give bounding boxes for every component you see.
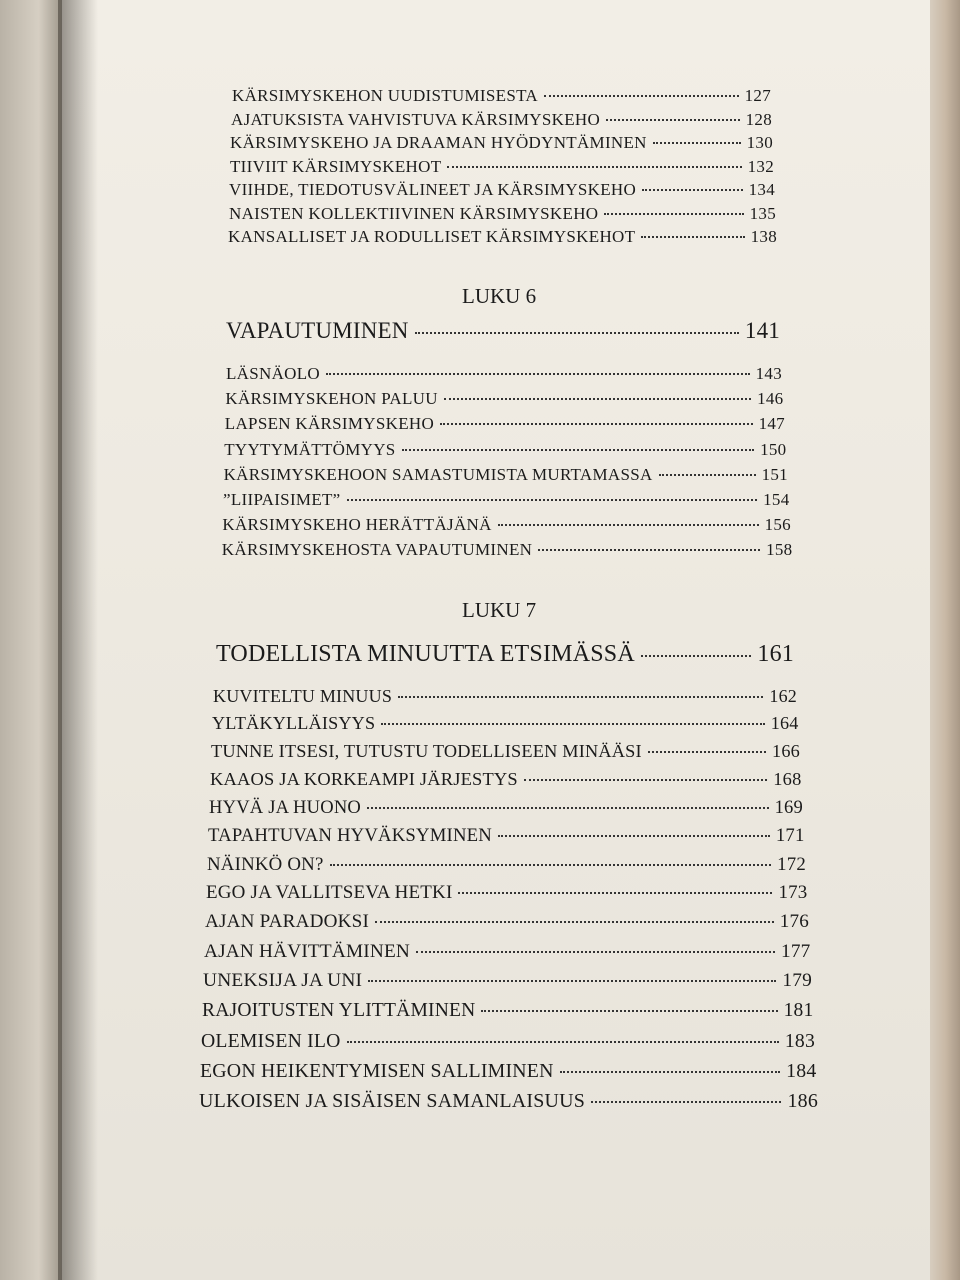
dot-leader (367, 807, 769, 809)
toc-entry (229, 204, 776, 224)
toc-entry (213, 686, 797, 707)
entry-title: EGO JA VALLITSEVA HETKI (206, 882, 453, 904)
entry-page-number: 132 (747, 156, 774, 176)
dot-leader (641, 655, 752, 657)
toc-entry (204, 941, 811, 963)
dot-leader (458, 892, 772, 894)
entry-page-number: 181 (783, 999, 814, 1021)
entry-title: NAISTEN KOLLEKTIIVINEN KÄRSIMYSKEHO (229, 203, 599, 223)
toc-entry (224, 465, 788, 485)
entry-page-number: 151 (761, 464, 788, 484)
entry-title: KÄRSIMYSKEHO HERÄTTÄJÄNÄ (222, 515, 492, 535)
entry-title: RAJOITUSTEN YLITTÄMINEN (202, 999, 476, 1021)
entry-page-number: 166 (772, 740, 800, 761)
dot-leader (560, 1071, 781, 1073)
entry-title: EGON HEIKENTYMISEN SALLIMINEN (200, 1059, 554, 1082)
entry-title: KUVITELTU MINUUS (213, 686, 393, 706)
entry-title: KANSALLISET JA RODULLISET KÄRSIMYSKEHOT (228, 227, 636, 246)
gutter-shadow (58, 0, 98, 1280)
entry-title: KAAOS JA KORKEAMPI JÄRJESTYS (210, 768, 518, 789)
entry-page-number: 135 (749, 203, 776, 223)
toc-entry (209, 797, 803, 819)
entry-title: TAPAHTUVAN HYVÄKSYMINEN (208, 825, 492, 846)
chapter-heading (226, 318, 780, 344)
dot-leader (330, 864, 772, 866)
entry-page-number: 130 (746, 133, 773, 152)
dot-leader (642, 189, 743, 191)
entry-title: AJAN PARADOKSI (205, 911, 370, 933)
dot-leader (444, 398, 751, 400)
dot-leader (604, 213, 743, 215)
entry-title: KÄRSIMYSKEHOON SAMASTUMISTA MURTAMASSA (223, 464, 653, 484)
toc-entry (230, 157, 774, 177)
dot-leader (398, 696, 763, 698)
entry-title: LAPSEN KÄRSIMYSKEHO (224, 414, 435, 434)
dot-leader (415, 332, 739, 334)
dot-leader (326, 373, 750, 375)
dot-leader (375, 921, 774, 923)
entry-page-number: 168 (773, 768, 802, 789)
dot-leader (481, 1010, 777, 1012)
dot-leader (447, 166, 741, 168)
entry-page-number: 179 (782, 970, 812, 991)
entry-title: YLTÄKYLLÄISYYS (212, 713, 376, 734)
entry-page-number: 143 (755, 364, 782, 383)
entry-title: AJAN HÄVITTÄMINEN (204, 940, 411, 962)
entry-title: AJATUKSISTA VAHVISTUVA KÄRSIMYSKEHO (231, 109, 601, 129)
chapter-label: LUKU 6 (462, 284, 537, 308)
toc-entry (232, 86, 771, 106)
toc-entry (202, 1000, 814, 1022)
entry-page-number: 128 (745, 109, 772, 129)
dot-leader (347, 1041, 779, 1043)
entry-page-number: 134 (748, 180, 775, 199)
entry-title: KÄRSIMYSKEHON PALUU (225, 389, 438, 409)
toc-entry (230, 133, 773, 153)
dot-leader (498, 835, 770, 837)
dot-leader (653, 142, 741, 144)
toc-entry (231, 110, 772, 130)
dot-leader (538, 549, 760, 551)
dot-leader (641, 236, 744, 238)
toc-entry (223, 490, 790, 510)
entry-page-number: 158 (766, 540, 793, 560)
entry-title: TUNNE ITSESI, TUTUSTU TODELLISEEN MINÄÄSI (211, 740, 642, 761)
toc-entry (226, 364, 782, 384)
toc-entry (229, 180, 775, 200)
dot-leader (648, 751, 766, 753)
entry-page-number: 177 (781, 940, 811, 962)
entry-page-number: 186 (787, 1090, 818, 1113)
entry-page-number: 161 (757, 641, 794, 667)
dot-leader (402, 449, 755, 451)
entry-page-number: 141 (744, 318, 780, 343)
dot-leader (659, 474, 756, 476)
entry-title: TIIVIIT KÄRSIMYSKEHOT (230, 156, 442, 176)
toc-entry (205, 911, 809, 933)
toc-entry (212, 713, 799, 734)
entry-page-number: 183 (784, 1029, 815, 1052)
chapter-heading (216, 641, 794, 668)
dot-leader (606, 119, 740, 121)
entry-page-number: 147 (758, 414, 785, 434)
page-stack-edge (930, 0, 960, 1280)
toc-entry (225, 414, 785, 434)
dot-leader (347, 499, 758, 501)
entry-title: UNEKSIJA JA UNI (203, 970, 363, 991)
entry-page-number: 184 (786, 1059, 817, 1082)
entry-title: TODELLISTA MINUUTTA ETSIMÄSSÄ (216, 641, 635, 667)
entry-page-number: 176 (779, 911, 809, 933)
toc-entry (228, 227, 777, 247)
entry-title: VAPAUTUMINEN (226, 318, 409, 343)
entry-title: LÄSNÄOLO (226, 364, 321, 383)
entry-page-number: 173 (778, 882, 808, 904)
entry-title: TYYTYMÄTTÖMYYS (224, 439, 396, 459)
toc-entry (199, 1090, 818, 1113)
toc-entry (201, 1030, 815, 1053)
toc-entry (224, 440, 786, 460)
entry-title: HYVÄ JA HUONO (209, 796, 362, 818)
dot-leader (544, 95, 739, 97)
entry-page-number: 154 (763, 490, 790, 509)
toc-entry (206, 882, 808, 904)
toc-entry (222, 540, 793, 560)
entry-page-number: 162 (769, 686, 797, 706)
dot-leader (440, 423, 753, 425)
dot-leader (524, 779, 767, 781)
toc-entry (211, 741, 800, 762)
dot-leader (498, 524, 759, 526)
toc-entry (208, 825, 805, 847)
entry-title: OLEMISEN ILO (201, 1029, 341, 1052)
entry-title: ”LIIPAISIMET” (223, 490, 341, 509)
entry-page-number: 146 (757, 389, 784, 409)
entry-page-number: 169 (774, 796, 803, 818)
dot-leader (381, 723, 764, 725)
entry-title: VIIHDE, TIEDOTUSVÄLINEET JA KÄRSIMYSKEHO (229, 180, 637, 199)
entry-page-number: 156 (764, 515, 791, 535)
entry-page-number: 138 (750, 227, 777, 246)
toc-entry (200, 1060, 817, 1083)
entry-page-number: 150 (760, 439, 787, 459)
toc-entry (222, 515, 791, 535)
dot-leader (591, 1101, 781, 1103)
entry-page-number: 127 (744, 86, 771, 105)
toc-entry (203, 970, 812, 992)
dot-leader (416, 951, 775, 953)
entry-page-number: 171 (775, 825, 805, 846)
entry-title: KÄRSIMYSKEHON UUDISTUMISESTA (232, 86, 538, 105)
entry-title: NÄINKÖ ON? (207, 853, 324, 875)
dot-leader (368, 980, 776, 982)
entry-page-number: 164 (770, 713, 799, 734)
toc-entry (210, 769, 802, 790)
entry-page-number: 172 (777, 853, 806, 875)
chapter-label: LUKU 7 (462, 598, 537, 622)
toc-entry (207, 854, 806, 876)
toc-entry (225, 389, 783, 409)
entry-title: KÄRSIMYSKEHOSTA VAPAUTUMINEN (221, 540, 533, 560)
entry-title: ULKOISEN JA SISÄISEN SAMANLAISUUS (199, 1090, 586, 1113)
entry-title: KÄRSIMYSKEHO JA DRAAMAN HYÖDYNTÄMINEN (230, 133, 647, 152)
